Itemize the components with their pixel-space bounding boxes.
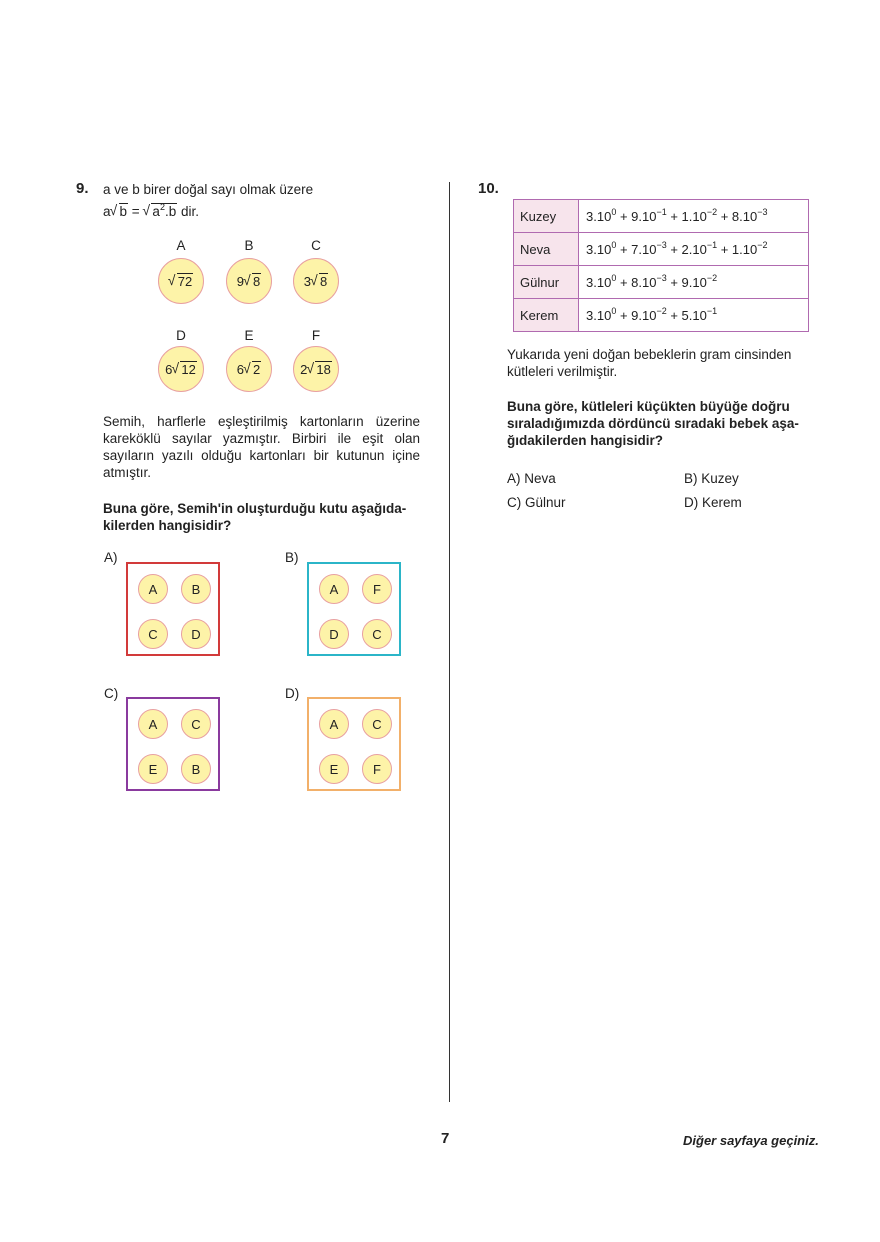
option-card: C (181, 709, 211, 739)
answer-a[interactable]: A) Neva (507, 471, 556, 486)
option-card: B (181, 754, 211, 784)
next-page-note: Diğer sayfaya geçiniz. (683, 1133, 819, 1148)
baby-name: Kerem (514, 299, 579, 332)
option-box[interactable] (307, 562, 401, 656)
page-number: 7 (441, 1130, 450, 1147)
table-row (514, 233, 809, 266)
card-label: E (244, 328, 254, 343)
option-card: B (181, 574, 211, 604)
option-card: D (319, 619, 349, 649)
option-card: C (362, 619, 392, 649)
card-label: F (311, 328, 321, 343)
option-box[interactable] (126, 562, 220, 656)
radical-card: 2 √ 18 (293, 346, 339, 392)
q10-number: 10. (478, 180, 499, 197)
card-label: A (176, 238, 186, 253)
option-label[interactable]: A) (104, 550, 118, 565)
q10-question-line3: ğıdakilerden hangisidir? (507, 433, 664, 448)
q9-formula: a√ b = √ $a^2.b$ dir. (103, 203, 199, 220)
baby-name: Neva (514, 233, 579, 266)
card-label: B (244, 238, 254, 253)
column-divider (449, 182, 450, 1102)
option-card: C (138, 619, 168, 649)
option-card: E (138, 754, 168, 784)
mass-table (513, 199, 809, 332)
option-label[interactable]: C) (104, 686, 119, 701)
radical-card: 6 √ 12 (158, 346, 204, 392)
answer-b[interactable]: B) Kuzey (684, 471, 739, 486)
option-box[interactable] (126, 697, 220, 791)
q9-intro: a ve b birer doğal sayı olmak üzere (103, 182, 314, 197)
option-card: A (138, 574, 168, 604)
option-box[interactable] (307, 697, 401, 791)
q9-number: 9. (76, 180, 89, 197)
mass-expression: $3.10^0 + 7.10^{-3} + 2.10^{-1} + 1.10^{-2}$ (579, 233, 809, 266)
answer-d[interactable]: D) Kerem (684, 495, 742, 510)
option-card: D (181, 619, 211, 649)
q10-paragraph-line2: kütleleri verilmiştir. (507, 364, 618, 379)
baby-name: Gülnur (514, 266, 579, 299)
option-card: C (362, 709, 392, 739)
option-card: A (319, 574, 349, 604)
option-label[interactable]: D) (285, 686, 300, 701)
option-label[interactable]: B) (285, 550, 299, 565)
q10-question-line1: Buna göre, kütleleri küçükten büyüğe doğru (507, 399, 790, 414)
mass-expression: $3.10^0 + 9.10^{-1} + 1.10^{-2} + 8.10^{-3}$ (579, 200, 809, 233)
q10-paragraph-line1: Yukarıda yeni doğan bebeklerin gram cinsinden (507, 347, 792, 362)
q9-paragraph: Semih, harflerle eşleştirilmiş kartonların üzerine kareköklü sayılar yazmıştır. Birbiri ile eşit olan sayıların yazılı olduğu kartonları bir kutunun içine atmıştır. (103, 414, 420, 480)
table-row (514, 200, 809, 233)
radical-card: 6 √ 2 (226, 346, 272, 392)
radical-card: 3 √ 8 (293, 258, 339, 304)
card-label: D (176, 328, 186, 343)
radical-card: 9 √ 8 (226, 258, 272, 304)
option-card: F (362, 754, 392, 784)
mass-expression: $3.10^0 + 8.10^{-3} + 9.10^{-2}$ (579, 266, 809, 299)
q9-question-line1: Buna göre, Semih'in oluşturduğu kutu aşağıda- (103, 501, 407, 516)
option-card: E (319, 754, 349, 784)
option-card: A (138, 709, 168, 739)
radical-card: √ 72 (158, 258, 204, 304)
option-card: A (319, 709, 349, 739)
option-card: F (362, 574, 392, 604)
q10-question-line2: sıraladığımızda dördüncü sıradaki bebek aşa- (507, 416, 799, 431)
table-row (514, 299, 809, 332)
card-label: C (311, 238, 321, 253)
baby-name: Kuzey (514, 200, 579, 233)
mass-expression: $3.10^0 + 9.10^{-2} + 5.10^{-1}$ (579, 299, 809, 332)
answer-c[interactable]: C) Gülnur (507, 495, 566, 510)
table-row (514, 266, 809, 299)
q9-question-line2: kilerden hangisidir? (103, 518, 232, 533)
